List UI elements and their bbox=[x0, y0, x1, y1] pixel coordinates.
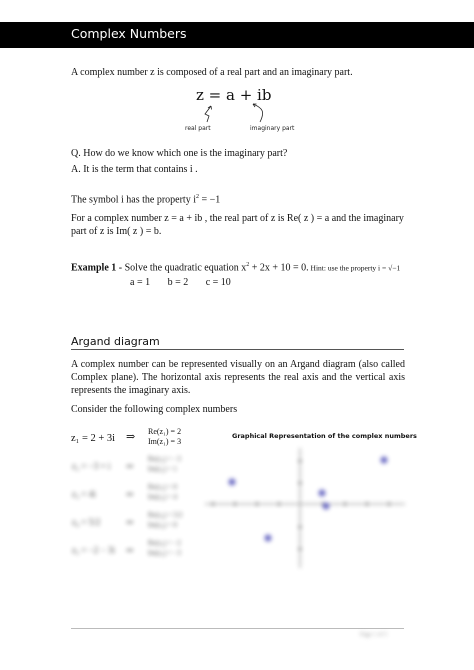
z2-expression: z₂ = −3 + i bbox=[72, 461, 111, 471]
point-z4 bbox=[323, 503, 330, 510]
page-number: Page 1 of 5 bbox=[360, 632, 388, 638]
example-label: Example 1 - bbox=[71, 262, 123, 274]
z2-re: Re(z₂) = −3 bbox=[148, 455, 181, 463]
example-coefficients: a = 1 b = 2 c = 10 bbox=[130, 277, 231, 288]
section-heading: Argand diagram bbox=[71, 335, 160, 348]
imaginary-part-label: imaginary part bbox=[250, 125, 295, 132]
symbol-sup: 2 bbox=[195, 194, 199, 200]
point-z3 bbox=[319, 490, 326, 497]
main-equation: z = a + ib bbox=[196, 86, 272, 104]
consider-text: Consider the following complex numbers bbox=[71, 404, 238, 415]
z1-re: Re(z₁) = 2 bbox=[148, 427, 182, 436]
z3-im: Im(z₃) = 4 bbox=[148, 493, 177, 501]
argand-plot bbox=[200, 440, 410, 570]
page-title: Complex Numbers bbox=[71, 26, 187, 41]
z3-re: Re(z₃) = 0 bbox=[148, 483, 177, 491]
example-line bbox=[71, 259, 400, 274]
symbol-prefix: The symbol i has the property i bbox=[71, 194, 196, 206]
z5-re: Re(z₅) = −2 bbox=[148, 539, 181, 547]
z3-expression: z₃ = 4i bbox=[72, 489, 96, 499]
point-z2 bbox=[229, 479, 236, 486]
annotation-arrows bbox=[185, 100, 295, 126]
intro-text: A complex number z is composed of a real part and an imaginary part. bbox=[71, 67, 353, 78]
z1-im: Im(z₁) = 3 bbox=[148, 437, 182, 446]
real-part-label: real part bbox=[185, 125, 211, 132]
example-text: Solve the quadratic equation x bbox=[122, 262, 247, 274]
z5-expression: z₅ = −2 − 3i bbox=[72, 545, 115, 555]
answer-text: A. It is the term that contains i . bbox=[71, 164, 198, 175]
z4-expression: z₄ = 5/2 bbox=[72, 517, 101, 527]
implies-arrow: ⇒ bbox=[126, 431, 136, 443]
point-z1 bbox=[381, 457, 388, 464]
z4-arrow: ⇒ bbox=[126, 517, 134, 527]
example-hint: Hint: use the property i = √−1 bbox=[308, 263, 401, 273]
example-eq: + 2x + 10 = 0. bbox=[249, 262, 309, 274]
z4-im: Im(z₄) = 0 bbox=[148, 521, 177, 529]
z5-arrow: ⇒ bbox=[126, 545, 134, 555]
real-imag-text: For a complex number z = a + ib , the real part of z is Re( z ) = a and the imaginary part of z is Im( z ) = b. bbox=[71, 213, 404, 237]
z3-arrow: ⇒ bbox=[126, 489, 134, 499]
question-text: Q. How do we know which one is the imaginary part? bbox=[71, 148, 288, 159]
z2-im: Im(z₂) = 1 bbox=[148, 465, 177, 473]
argand-paragraph: A complex number can be represented visually on an Argand diagram (also called Complex plane). The horizontal axis represents the real axis and the vertical axis represents the imaginary axis. bbox=[71, 359, 405, 396]
footer-rule bbox=[71, 628, 404, 629]
symbol-property-text bbox=[71, 191, 220, 206]
z2-arrow: ⇒ bbox=[126, 461, 134, 471]
point-z5 bbox=[265, 535, 272, 542]
z1-expression: z₁ = 2 + 3i bbox=[71, 433, 116, 444]
page-header-bar bbox=[0, 22, 474, 48]
axis-ticks bbox=[212, 460, 390, 550]
section-rule bbox=[71, 349, 404, 350]
example-sup: 2 bbox=[246, 262, 250, 268]
z4-re: Re(z₄) = 5/2 bbox=[148, 511, 183, 519]
symbol-suffix: = −1 bbox=[198, 194, 221, 206]
z5-im: Im(z₅) = −3 bbox=[148, 549, 181, 557]
chart-title: Graphical Representation of the complex numbers bbox=[232, 432, 417, 440]
